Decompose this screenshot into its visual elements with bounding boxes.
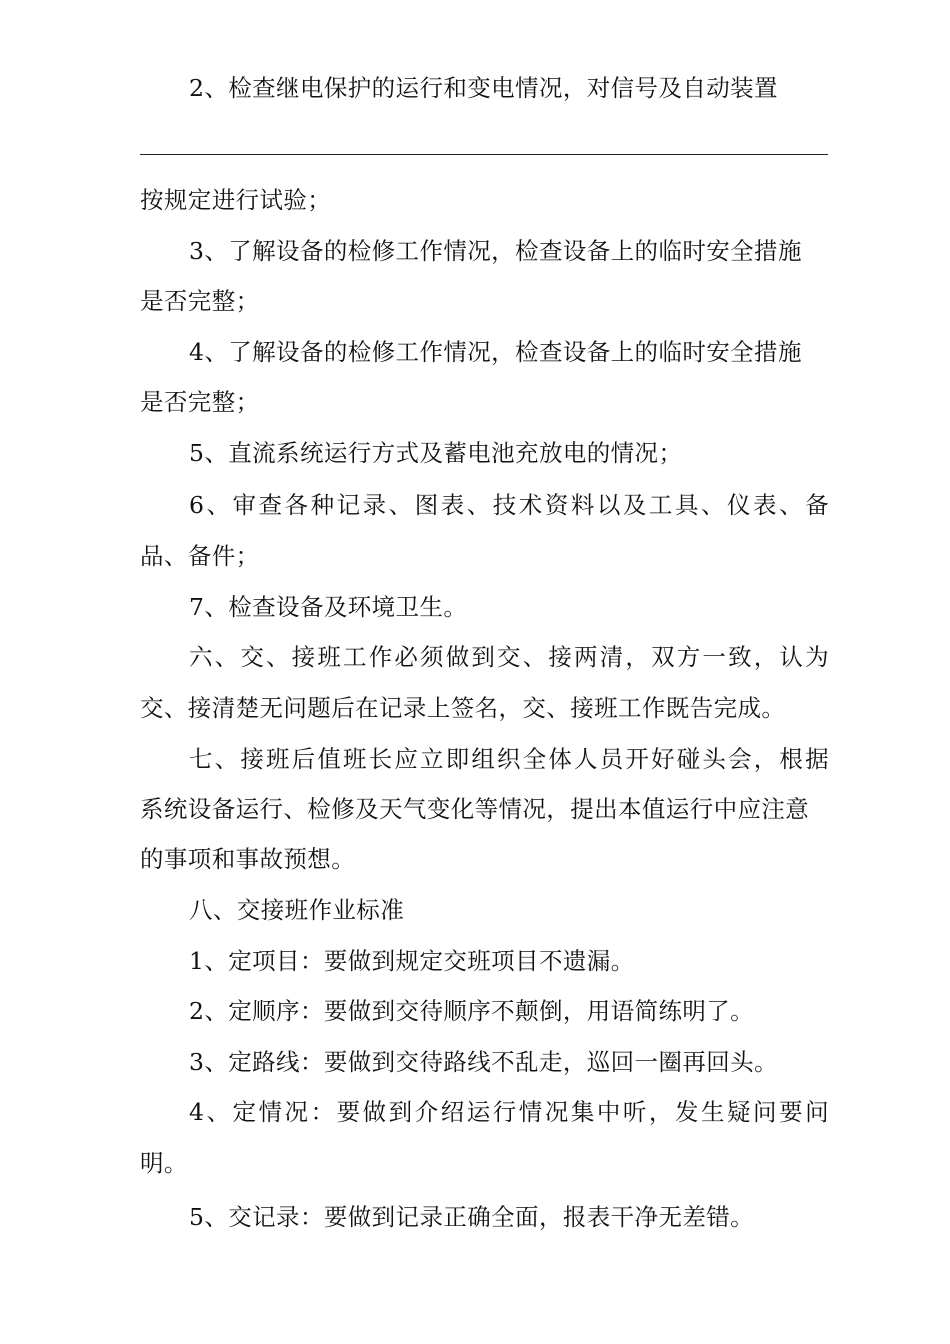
text-line: 是否完整； — [140, 287, 260, 315]
horizontal-rule — [140, 154, 828, 155]
text-line: 2、定顺序：要做到交待顺序不颠倒，用语简练明了。 — [189, 997, 755, 1025]
text-line: 5、交记录：要做到记录正确全面，报表干净无差错。 — [189, 1203, 755, 1231]
text-line: 3、了解设备的检修工作情况，检查设备上的临时安全措施 — [189, 237, 802, 265]
text-line: 明。 — [140, 1149, 188, 1177]
text-line: 系统设备运行、检修及天气变化等情况，提出本值运行中应注意 — [140, 795, 810, 823]
section-heading: 八、交接班作业标准 — [189, 896, 405, 924]
text-line: 1、定项目：要做到规定交班项目不遗漏。 — [189, 947, 635, 975]
text-line: 6、审查各种记录、图表、技术资料以及工具、仪表、备 — [189, 491, 829, 519]
text-line: 2、检查继电保护的运行和变电情况，对信号及自动装置 — [189, 74, 778, 102]
text-line: 4、定情况：要做到介绍运行情况集中听，发生疑问要问 — [189, 1098, 829, 1126]
text-line: 六、交、接班工作必须做到交、接两清，双方一致，认为 — [189, 643, 829, 671]
text-line: 按规定进行试验； — [140, 186, 332, 214]
text-line: 品、备件； — [140, 542, 260, 570]
text-line: 7、检查设备及环境卫生。 — [189, 593, 468, 621]
text-line: 的事项和事故预想。 — [140, 845, 356, 873]
text-line: 七、接班后值班长应立即组织全体人员开好碰头会，根据 — [189, 745, 829, 773]
text-line: 4、了解设备的检修工作情况，检查设备上的临时安全措施 — [189, 338, 802, 366]
text-line: 交、接清楚无问题后在记录上签名，交、接班工作既告完成。 — [140, 694, 786, 722]
text-line: 是否完整； — [140, 388, 260, 416]
text-line: 3、定路线：要做到交待路线不乱走，巡回一圈再回头。 — [189, 1048, 778, 1076]
text-line: 5、直流系统运行方式及蓄电池充放电的情况； — [189, 439, 683, 467]
